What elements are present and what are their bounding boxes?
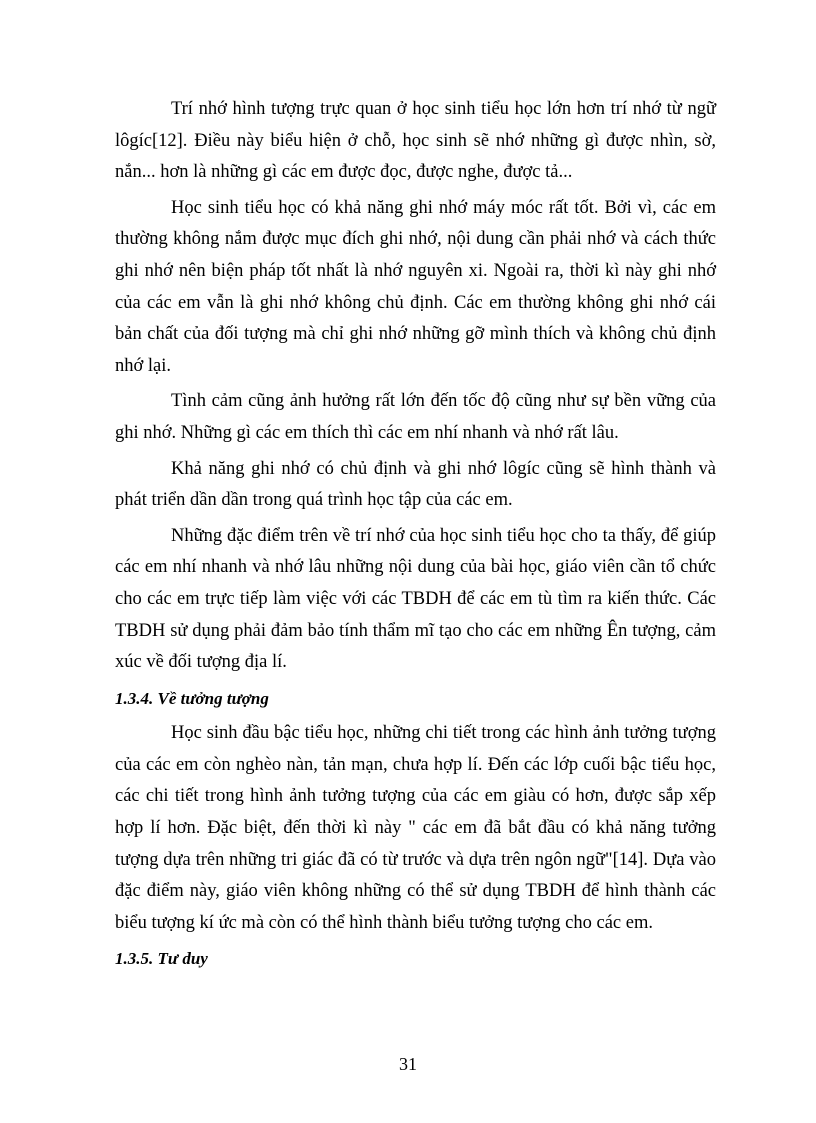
paragraph-visual-memory: Trí nhớ hình tượng trực quan ở học sinh tiểu học lớn hơn trí nhớ từ ngữ lôgíc[12]. Điều này biểu hiện ở chỗ, học sinh sẽ nhớ những gì được nhìn, sờ, nắn... hơn là những gì các em được đọc, được nghe, được tả... — [115, 99, 716, 183]
paragraph-memory-implications: Những đặc điểm trên về trí nhớ của học sinh tiểu học cho ta thấy, để giúp các em nhí nhanh và nhớ lâu những nội dung của bài học, giáo viên cần tổ chức cho các em trực tiếp làm việc với các TBDH để các em tù tìm ra kiến thức. Các TBDH sử dụng phải đảm bảo tính thẩm mĩ tạo cho các em những Ên tượng, cảm xúc về đối tượng địa lí. — [115, 525, 716, 673]
section-heading-thinking: 1.3.5. Tư duy — [115, 949, 208, 969]
paragraph-emotion-memory: Tình cảm cũng ảnh hưởng rất lớn đến tốc độ cũng như sự bền vững của ghi nhớ. Những gì các em thích thì các em nhí nhanh và nhớ rất lâu. — [115, 391, 716, 443]
page-number: 31 — [399, 1054, 417, 1074]
section-heading-imagination: 1.3.4. Về tưởng tượng — [115, 688, 269, 708]
paragraph-rote-memory: Học sinh tiểu học có khả năng ghi nhớ máy móc rất tốt. Bởi vì, các em thường không nắm được mục đích ghi nhớ, nội dung cần phải nhớ và cách thức ghi nhớ nên biện pháp tốt nhất là nhớ nguyên xi. Ngoài ra, thời kì này ghi nhớ của các em vẫn là ghi nhớ không chủ định. Các em thường không ghi nhớ cái bản chất của đối tượng mà chỉ ghi nhớ những gỡ mình thích và không chủ định nhớ lại. — [115, 197, 716, 376]
document-body — [115, 94, 716, 979]
paragraph-intentional-memory: Khả năng ghi nhớ có chủ định và ghi nhớ lôgíc cũng sẽ hình thành và phát triển dần dần trong quá trình học tập của các em. — [115, 458, 716, 511]
paragraph-imagination: Học sinh đầu bậc tiểu học, những chi tiết trong các hình ảnh tưởng tượng của các em còn nghèo nàn, tản mạn, chưa hợp lí. Đến các lớp cuối bậc tiểu học, các chi tiết trong hình ảnh tưởng tượng của các em giàu có hơn, được sắp xếp hợp lí hơn. Đặc biệt, đến thời kì này " các em đã bắt đầu có khả năng tưởng tượng dựa trên những tri giác đã có từ trước và dựa trên ngôn ngữ"[14]. Dựa vào đặc điểm này, giáo viên không những có thể sử dụng TBDH để hình thành các biểu tượng kí ức mà còn có thể hình thành biểu tưởng tượng cho các em. — [115, 723, 716, 933]
